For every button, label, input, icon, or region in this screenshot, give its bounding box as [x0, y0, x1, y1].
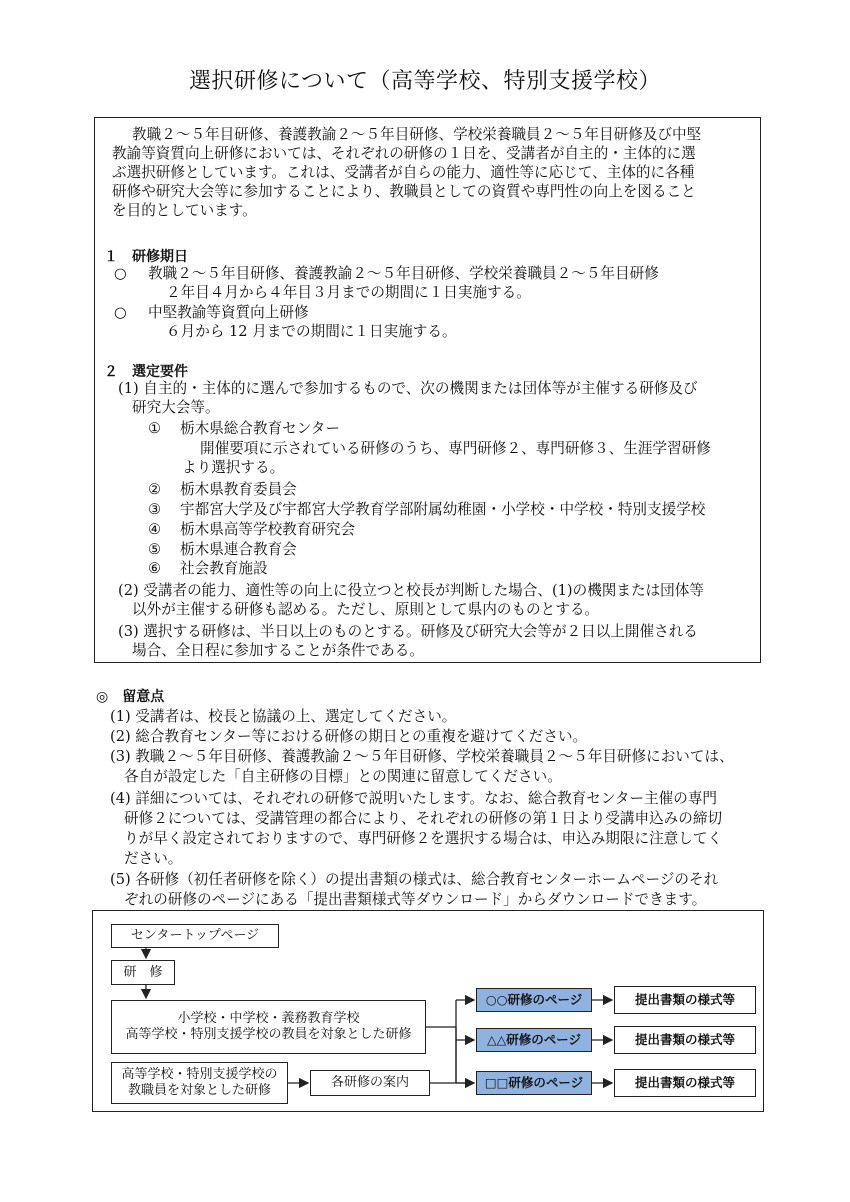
section2-heading: ２ 選定要件 — [104, 364, 188, 380]
requirement-3-cont: 場合、全日程に参加することが条件である。 — [132, 642, 424, 659]
document-forms-box-1[interactable]: 提出書類の様式等 — [614, 986, 756, 1014]
org-name: 栃木県総合教育センター — [180, 420, 340, 437]
period-detail: ２年目４月から４年目３月までの期間に１日実施する。 — [166, 284, 531, 301]
bullet-mark: ○ — [114, 265, 127, 282]
center-top-page-box[interactable]: センタートップページ — [111, 924, 279, 948]
document-forms-box-3[interactable]: 提出書類の様式等 — [614, 1069, 756, 1097]
org-number: ④ — [148, 521, 162, 538]
org-name: 栃木県連合教育会 — [180, 541, 297, 558]
intro-line: ぶ選択研修としています。これは、受講者が自らの能力、適性等に応じて、主体的に各種 — [112, 164, 695, 181]
note-line: (1) 受講者は、校長と協議の上、選定してください。 — [110, 708, 457, 725]
intro-line: 研修や研究大会等に参加することにより、教職員としての資質や専門性の向上を図ること — [112, 183, 696, 200]
training-guide-box[interactable]: 各研修の案内 — [310, 1070, 430, 1096]
document-forms-box-2[interactable]: 提出書類の様式等 — [614, 1026, 756, 1054]
high-special-training-box[interactable] — [111, 1062, 288, 1104]
note-line: (2) 総合教育センター等における研修の期日との重複を避けてください。 — [110, 728, 588, 745]
requirement-2-cont: 以外が主催する研修も認める。ただし、原則として県内のものとする。 — [132, 601, 600, 618]
bullet-mark: ○ — [114, 304, 127, 321]
high-line-1: 高等学校・特別支援学校の — [121, 1067, 278, 1082]
elementary-line-1: 小学校・中学校・義務教育学校 — [177, 1011, 360, 1026]
training-page-box-2[interactable]: △△研修のページ — [476, 1028, 592, 1052]
note-line: りが早く設定されておりますので、専門研修２を選択する場合は、申込み期限に注意してく — [124, 830, 723, 847]
org-name: 社会教育施設 — [180, 560, 268, 577]
org-number: ① — [148, 420, 162, 437]
high-line-2: 教職員を対象とした研修 — [127, 1083, 271, 1098]
org-number: ③ — [148, 501, 162, 518]
org-note: 開催要項に示されている研修のうち、専門研修２、専門研修３、生涯学習研修 — [200, 440, 711, 457]
org-note-cont: より選択する。 — [182, 459, 285, 476]
note-line: 各自が設定した「自主研修の目標」との関連に留意してください。 — [124, 768, 562, 785]
note-line: ださい。 — [124, 850, 183, 867]
requirement-1-cont: 研究大会等。 — [132, 399, 220, 416]
note-line: ぞれの研修のページにある「提出書類様式等ダウンロード」からダウンロードできます。 — [124, 891, 707, 908]
org-number: ⑥ — [148, 560, 162, 577]
requirement-1: (1) 自主的・主体的に選んで参加するもので、次の機関または団体等が主催する研修及び — [118, 380, 698, 397]
period-detail: ６月から 12 月までの期間に１日実施する。 — [166, 323, 457, 340]
note-line: (3) 教職２～５年目研修、養護教諭２～５年目研修、学校栄養職員２～５年目研修においては、 — [110, 748, 734, 765]
org-name: 栃木県教育委員会 — [180, 481, 297, 498]
requirement-3: (3) 選択する研修は、半日以上のものとする。研修及び研究大会等が２日以上開催される — [118, 623, 698, 640]
intro-line: 教職２～５年目研修、養護教諭２～５年目研修、学校栄養職員２～５年目研修及び中堅 — [132, 126, 702, 143]
period-item: 中堅教諭等資質向上研修 — [148, 304, 309, 321]
org-number: ⑤ — [148, 541, 162, 558]
elementary-line-2: 高等学校・特別支援学校の教員を対象とした研修 — [125, 1027, 412, 1042]
period-item: 教職２～５年目研修、養護教諭２～５年目研修、学校栄養職員２～５年目研修 — [148, 265, 659, 282]
intro-line: 教諭等資質向上研修においては、それぞれの研修の１日を、受講者が自主的・主体的に選 — [112, 145, 696, 162]
section1-heading: １ 研修期日 — [104, 249, 188, 265]
page-title: 選択研修について（高等学校、特別支援学校） — [188, 69, 662, 94]
org-name: 宇都宮大学及び宇都宮大学教育学部附属幼稚園・小学校・中学校・特別支援学校 — [180, 501, 706, 518]
elementary-middle-training-box[interactable] — [111, 1000, 426, 1054]
note-line: (4) 詳細については、それぞれの研修で説明いたします。なお、総合教育センター主催の専門 — [110, 790, 718, 807]
training-page-box-3[interactable]: □□研修のページ — [476, 1071, 592, 1095]
notes-heading: ◎ 留意点 — [96, 689, 165, 705]
training-page-box-1[interactable]: ○○研修のページ — [476, 988, 592, 1012]
org-number: ② — [148, 481, 162, 498]
requirement-2: (2) 受講者の能力、適性等の向上に役立つと校長が判断した場合、(1)の機関または団体等 — [118, 582, 704, 599]
intro-line: を目的としています。 — [112, 202, 257, 219]
kenshu-box[interactable]: 研 修 — [111, 960, 175, 985]
org-name: 栃木県高等学校教育研究会 — [180, 521, 356, 538]
note-line: (5) 各研修（初任者研修を除く）の提出書類の様式は、総合教育センターホームページのそれ — [110, 871, 719, 888]
note-line: 研修２については、受講管理の都合により、それぞれの研修の第１日より受講申込みの締切 — [124, 810, 723, 827]
